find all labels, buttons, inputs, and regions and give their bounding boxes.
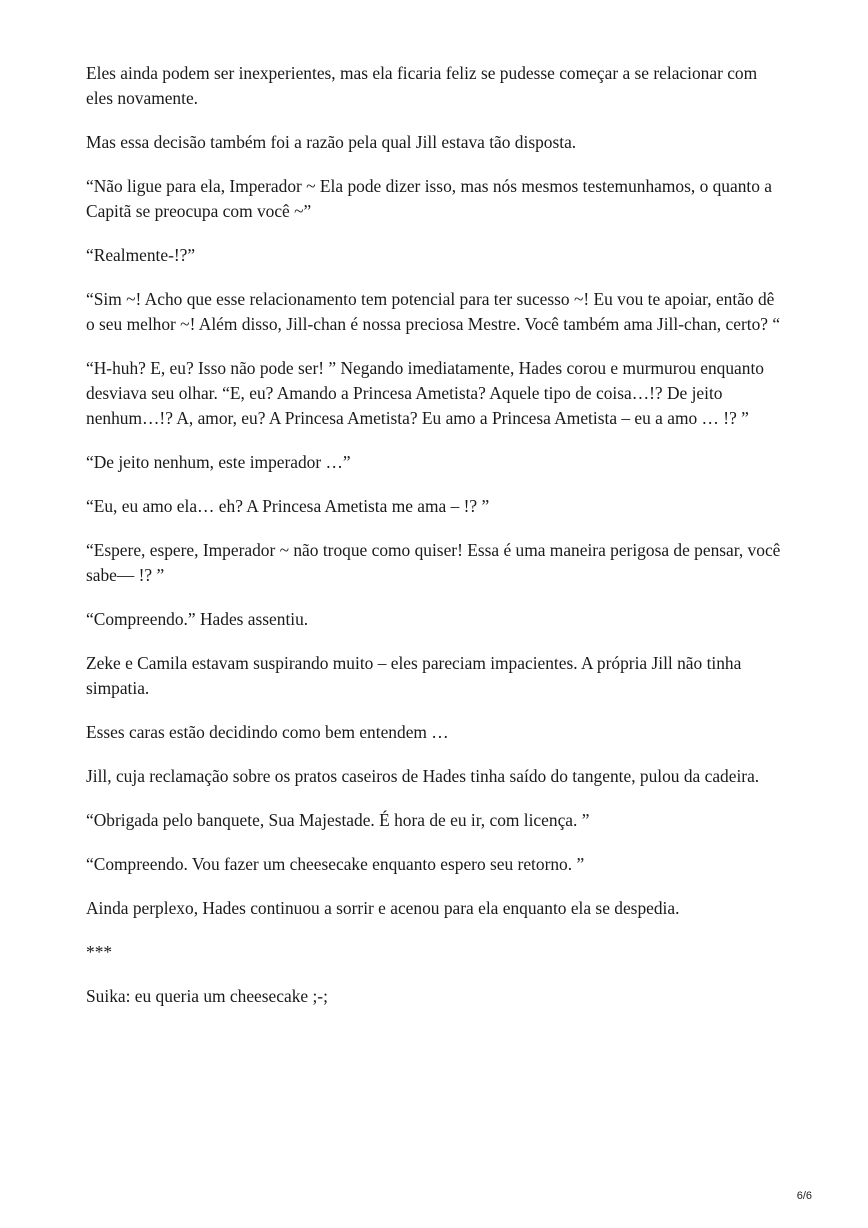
paragraph: Zeke e Camila estavam suspirando muito – eles pareciam impacientes. A própria Jill não tinha simpatia. <box>86 653 742 698</box>
translator-note: Suika: eu queria um cheesecake ;-; <box>86 986 328 1006</box>
paragraph: “Sim ~! Acho que esse relacionamento tem potencial para ter sucesso ~! Eu vou te apoiar, então dê o seu melhor ~! Além disso, Jill-chan é nossa preciosa Mestre. Você também ama Jill-chan, certo? “ <box>86 289 781 334</box>
paragraph: “Realmente-!?” <box>86 245 196 265</box>
paragraph: “Obrigada pelo banquete, Sua Majestade. É hora de eu ir, com licença. ” <box>86 810 590 830</box>
paragraph: Ainda perplexo, Hades continuou a sorrir e acenou para ela enquanto ela se despedia. <box>86 898 680 918</box>
paragraph: Esses caras estão decidindo como bem entendem … <box>86 722 449 742</box>
paragraph: Eles ainda podem ser inexperientes, mas ela ficaria feliz se pudesse começar a se relacionar com eles novamente. <box>86 63 758 108</box>
document-body <box>86 61 786 1028</box>
paragraph: “Compreendo. Vou fazer um cheesecake enquanto espero seu retorno. ” <box>86 854 585 874</box>
paragraph: “Eu, eu amo ela… eh? A Princesa Ametista me ama – !? ” <box>86 496 490 516</box>
paragraph: “H-huh? E, eu? Isso não pode ser! ” Negando imediatamente, Hades corou e murmurou enquanto desviava seu olhar. “E, eu? Amando a Princesa Ametista? Aquele tipo de coisa…!? De jeito nenhum…!? A, amor, eu? A Princesa Ametista? Eu amo a Princesa Ametista – eu a amo … !? ” <box>86 358 764 428</box>
page-number: 6/6 <box>796 1190 812 1202</box>
paragraph: Jill, cuja reclamação sobre os pratos caseiros de Hades tinha saído do tangente, pulou da cadeira. <box>86 766 760 786</box>
paragraph: Mas essa decisão também foi a razão pela qual Jill estava tão disposta. <box>86 132 577 152</box>
scene-break: *** <box>86 942 113 962</box>
paragraph: “Espere, espere, Imperador ~ não troque como quiser! Essa é uma maneira perigosa de pensar, você sabe— !? ” <box>86 540 781 585</box>
paragraph: “Compreendo.” Hades assentiu. <box>86 609 309 629</box>
paragraph: “De jeito nenhum, este imperador …” <box>86 452 351 472</box>
paragraph: “Não ligue para ela, Imperador ~ Ela pode dizer isso, mas nós mesmos testemunhamos, o quanto a Capitã se preocupa com você ~” <box>86 176 773 221</box>
